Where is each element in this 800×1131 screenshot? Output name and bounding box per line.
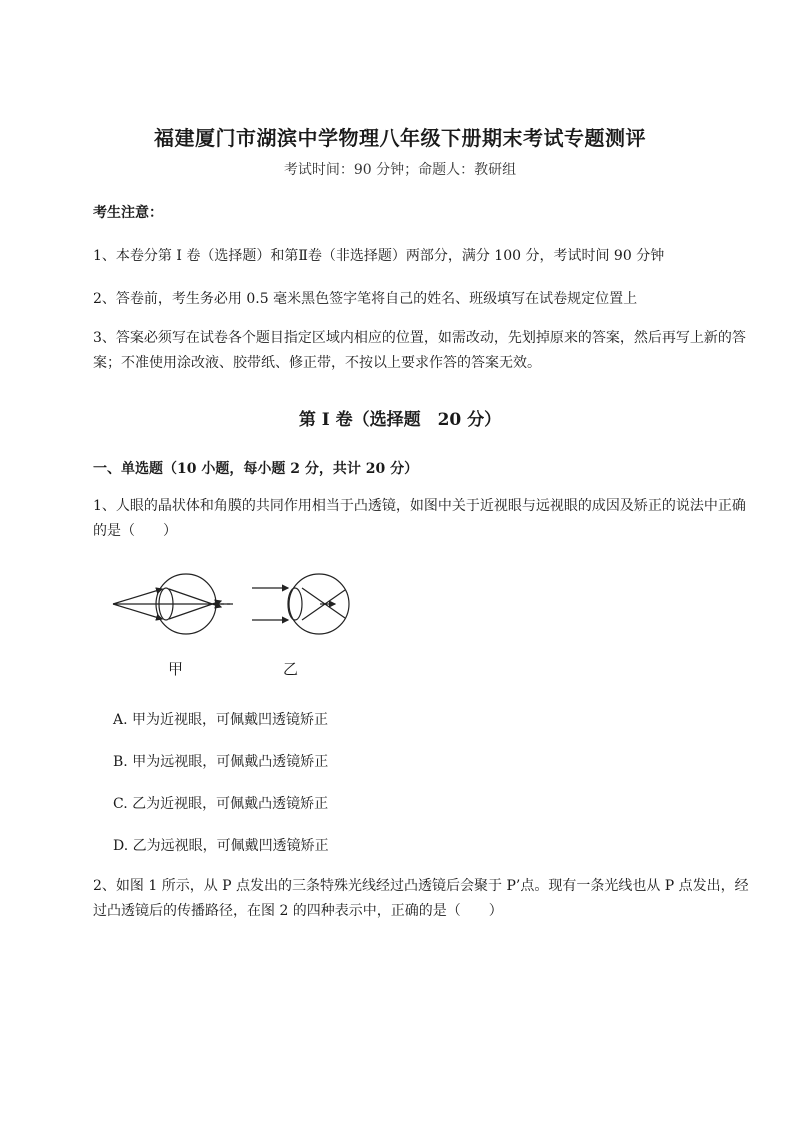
part-title: 一、单选题（10 小题，每小题 2 分，共计 20 分） [93, 461, 419, 477]
page-title: 福建厦门市湖滨中学物理八年级下册期末考试专题测评 [154, 126, 646, 150]
option-a: A. 甲为近视眼，可佩戴凹透镜矫正 [113, 712, 329, 728]
eye-diagram [105, 568, 365, 688]
figure-label-yi: 乙 [283, 660, 299, 678]
notice-item-2: 2、答卷前，考生务必用 0.5 毫米黑色签字笔将自己的姓名、班级填写在试卷规定位置上 [93, 291, 638, 307]
figure-label-jia: 甲 [168, 660, 184, 678]
eye-diagram-figure [105, 568, 365, 688]
exam-info: 考试时间：90 分钟；命题人：教研组 [283, 162, 517, 178]
notice-heading: 考生注意： [93, 205, 163, 221]
question-2-stem: 2、如图 1 所示，从 P 点发出的三条特殊光线经过凸透镜后会聚于 P’点。现有一条光线也从 P 点发出，经过凸透镜后的传播路径，在图 2 的四种表示中，正确的是（ ） [93, 878, 749, 919]
question-1-stem: 1、人眼的晶状体和角膜的共同作用相当于凸透镜，如图中关于近视眼与远视眼的成因及矫正的说法中正确的是（ ） [93, 498, 746, 539]
notice-item-1: 1、本卷分第 I 卷（选择题）和第Ⅱ卷（非选择题）两部分，满分 100 分，考试时间 90 分钟 [93, 248, 665, 264]
notice-item-3: 3、答案必须写在试卷各个题目指定区域内相应的位置，如需改动，先划掉原来的答案，然后再写上新的答案；不准使用涂改液、胶带纸、修正带，不按以上要求作答的答案无效。 [93, 330, 746, 371]
eye-jia [113, 574, 233, 634]
option-d: D. 乙为远视眼，可佩戴凹透镜矫正 [113, 838, 329, 854]
option-c: C. 乙为近视眼，可佩戴凸透镜矫正 [113, 796, 329, 812]
section-title: 第 I 卷（选择题 20 分） [298, 410, 502, 430]
option-b: B. 甲为远视眼，可佩戴凸透镜矫正 [113, 754, 329, 770]
eye-yi [252, 574, 349, 634]
